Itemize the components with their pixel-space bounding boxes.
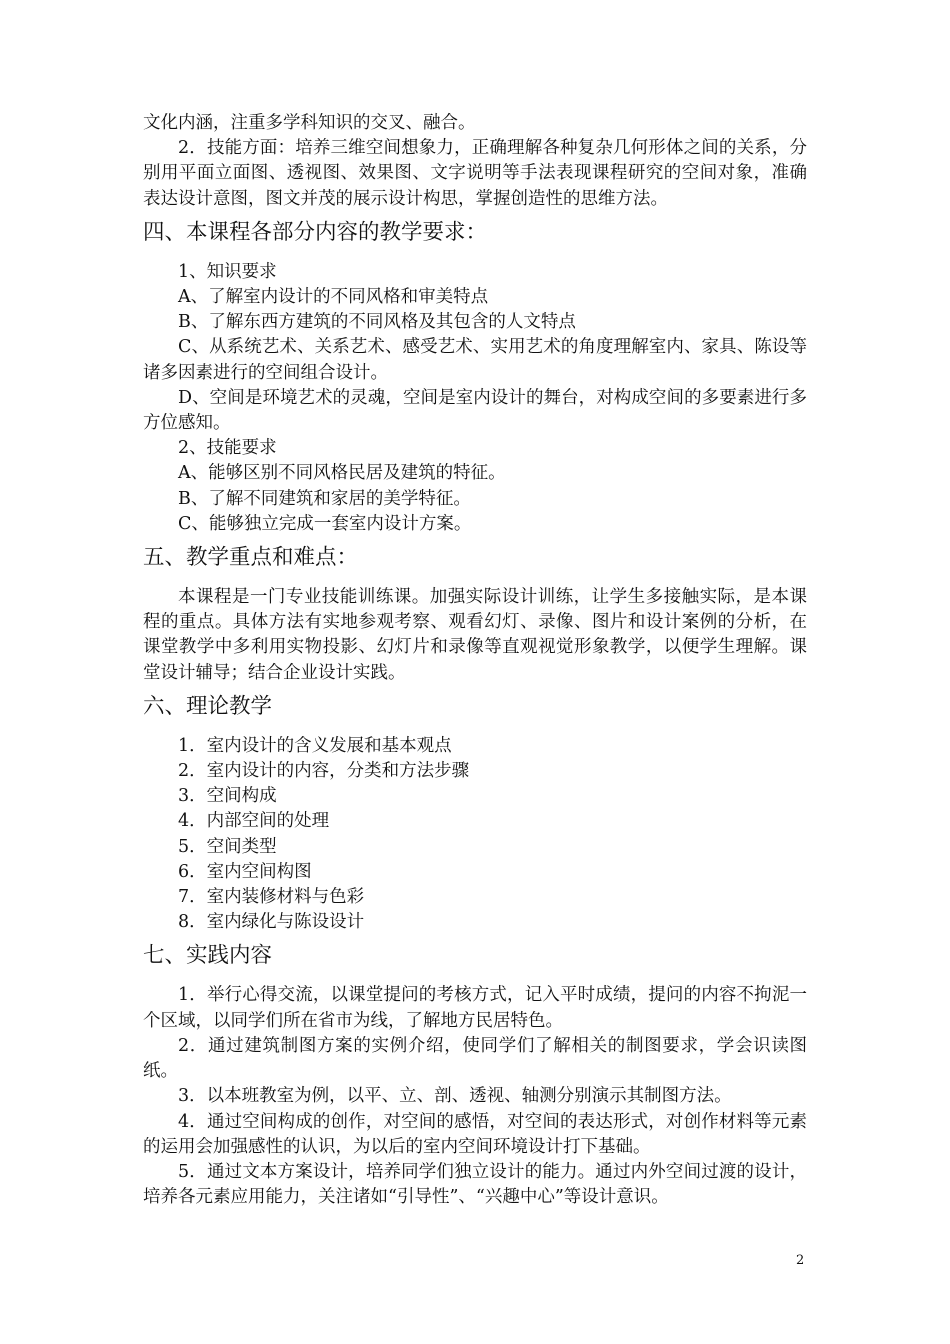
paragraph: C、能够独立完成一套室内设计方案。 [178, 513, 472, 534]
paragraph: B、了解不同建筑和家居的美学特征。 [178, 488, 471, 509]
paragraph: D、空间是环境艺术的灵魂，空间是室内设计的舞台，对构成空间的多要素进行多方位感知。 [143, 387, 807, 434]
paragraph: 4．通过空间构成的创作，对空间的感悟，对空间的表达形式，对创作材料等元素的运用会加强感性的认识，为以后的室内空间环境设计打下基础。 [143, 1111, 807, 1157]
paragraph: 1、知识要求 [178, 261, 277, 282]
paragraph: 2．室内设计的内容，分类和方法步骤 [178, 761, 470, 782]
paragraph: 4．内部空间的处理 [178, 811, 330, 832]
paragraph: 5．通过文本方案设计，培养同学们独立设计的能力。通过内外空间过渡的设计，培养各元素应用能力，关注诸如“引导性”、“兴趣中心”等设计意识。 [143, 1161, 807, 1208]
paragraph: B、了解东西方建筑的不同风格及其包含的人文特点 [178, 312, 576, 333]
paragraph: 3．以本班教室为例，以平、立、剖、透视、轴测分别演示其制图方法。 [178, 1086, 732, 1107]
page-number: 2 [796, 1253, 805, 1268]
paragraph: 1．举行心得交流，以课堂提问的考核方式，记入平时成绩，提问的内容不拘泥一个区域，以同学们所在省市为线，了解地方民居特色。 [143, 985, 807, 1031]
paragraph: 6．室内空间构图 [178, 861, 312, 882]
section-heading: 七、实践内容 [143, 943, 273, 969]
paragraph: C、从系统艺术、关系艺术、感受艺术、实用艺术的角度理解室内、家具、陈设等诸多因素进行的空间组合设计。 [143, 337, 807, 383]
paragraph: A、能够区别不同风格民居及建筑的特征。 [178, 463, 506, 484]
paragraph: 7．室内装修材料与色彩 [178, 887, 365, 908]
paragraph: 8．室内绿化与陈设设计 [178, 912, 365, 933]
paragraph: 1．室内设计的含义发展和基本观点 [178, 735, 452, 756]
paragraph: A、了解室内设计的不同风格和审美特点 [178, 287, 489, 308]
section-heading: 五、教学重点和难点： [143, 545, 359, 571]
paragraph: 5．空间类型 [178, 836, 277, 857]
paragraph: 2．通过建筑制图方案的实例介绍，使同学们了解相关的制图要求，学会识读图纸。 [143, 1035, 807, 1082]
paragraph: 2．技能方面：培养三维空间想象力，正确理解各种复杂几何形体之间的关系，分别用平面立面图、透视图、效果图、文字说明等手法表现课程研究的空间对象，准确表达设计意图，图文并茂的展示设计构思，掌握创造性的思维方法。 [143, 138, 807, 209]
paragraph: 2、技能要求 [178, 438, 277, 459]
paragraph: 本课程是一门专业技能训练课。加强实际设计训练，让学生多接触实际，是本课程的重点。具体方法有实地参观考察、观看幻灯、录像、图片和设计案例的分析，在课堂教学中多利用实物投影、幻灯片和录像等直观视觉形象教学，以便学生理解。课堂设计辅导；结合企业设计实践。 [143, 587, 807, 683]
section-heading: 六、理论教学 [143, 693, 273, 719]
paragraph: 3．空间构成 [178, 786, 277, 807]
document-body [143, 111, 807, 1210]
section-heading: 四、本课程各部分内容的教学要求： [143, 219, 488, 245]
paragraph: 文化内涵，注重多学科知识的交叉、融合。 [143, 113, 476, 133]
